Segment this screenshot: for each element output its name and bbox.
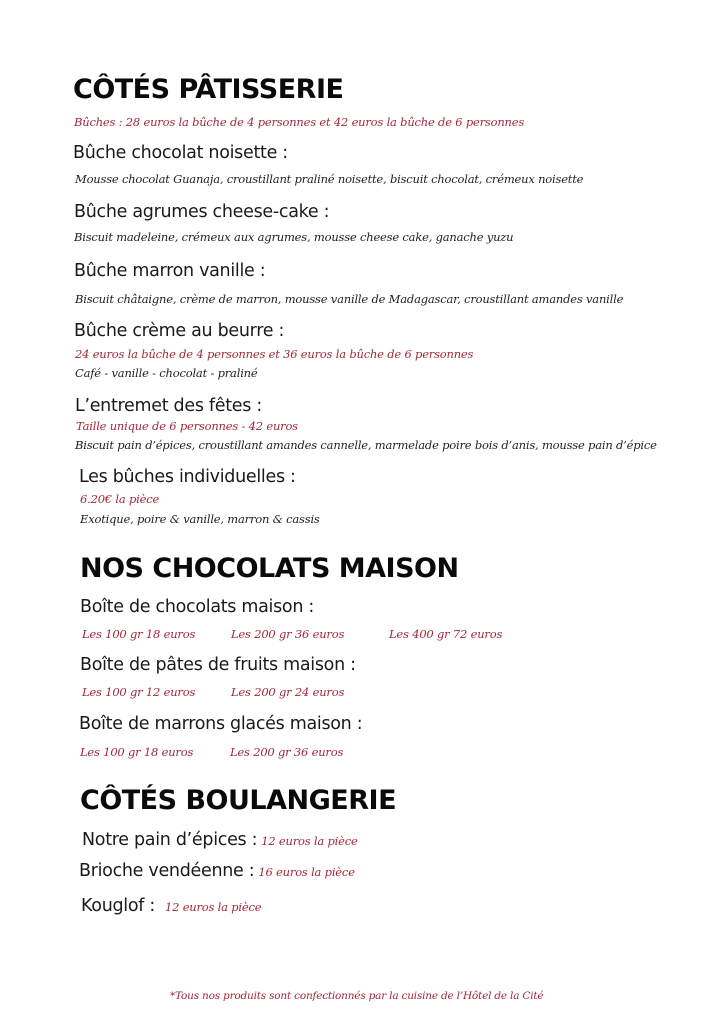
- item-price-kouglof: 12 euros la pièce: [165, 900, 262, 914]
- buches-price-note: Bûches : 28 euros la bûche de 4 personnes et 42 euros la bûche de 6 personnes: [74, 115, 525, 129]
- item-name-marrons-glaces: Boîte de marrons glacés maison :: [79, 714, 363, 734]
- item-name-buche-chocolat-noisette: Bûche chocolat noisette :: [73, 143, 288, 163]
- footer-note: *Tous nos produits sont confectionnés par la cuisine de l’Hôtel de la Cité: [170, 990, 544, 1002]
- item-name-buches-individuelles: Les bûches individuelles :: [79, 467, 296, 487]
- item-name-kouglof: Kouglof :: [81, 896, 155, 916]
- item-desc-buche-agrumes: Biscuit madeleine, crémeux aux agrumes, mousse cheese cake, ganache yuzu: [74, 230, 514, 244]
- item-desc-entremet-fetes: Biscuit pain d’épices, croustillant amandes cannelle, marmelade poire bois d’anis, mousse pain d’épice: [75, 438, 657, 452]
- section-title-boulangerie: CÔTÉS BOULANGERIE: [80, 785, 397, 816]
- price-boite-chocolats-100g: Les 100 gr 18 euros: [82, 627, 196, 641]
- item-row-brioche: [79, 861, 355, 881]
- item-price-pain-epices: 12 euros la pièce: [261, 834, 358, 848]
- item-name-buche-creme-beurre: Bûche crème au beurre :: [74, 321, 285, 341]
- item-desc-buches-individuelles: Exotique, poire & vanille, marron & cassis: [80, 512, 320, 526]
- section-title-patisserie: CÔTÉS PÂTISSERIE: [73, 74, 344, 105]
- item-name-brioche: Brioche vendéenne :: [79, 861, 255, 881]
- section-title-chocolats: NOS CHOCOLATS MAISON: [80, 553, 459, 584]
- item-name-pain-epices: Notre pain d’épices :: [82, 830, 258, 850]
- price-pates-de-fruits-200g: Les 200 gr 24 euros: [231, 685, 345, 699]
- item-name-buche-agrumes: Bûche agrumes cheese-cake :: [74, 202, 330, 222]
- item-name-entremet-fetes: L’entremet des fêtes :: [75, 396, 262, 416]
- item-name-pates-de-fruits: Boîte de pâtes de fruits maison :: [80, 655, 356, 675]
- price-marrons-glaces-100g: Les 100 gr 18 euros: [80, 745, 194, 759]
- item-row-kouglof: [81, 896, 261, 916]
- item-desc-buche-creme-beurre: Café - vanille - chocolat - praliné: [75, 366, 258, 380]
- item-price-buches-individuelles: 6.20€ la pièce: [80, 492, 160, 506]
- item-name-boite-chocolats: Boîte de chocolats maison :: [80, 597, 314, 617]
- item-price-brioche: 16 euros la pièce: [258, 865, 355, 879]
- price-boite-chocolats-400g: Les 400 gr 72 euros: [389, 627, 503, 641]
- item-row-pain-epices: [82, 830, 358, 850]
- item-name-buche-marron-vanille: Bûche marron vanille :: [74, 261, 266, 281]
- item-price-buche-creme-beurre: 24 euros la bûche de 4 personnes et 36 euros la bûche de 6 personnes: [75, 347, 474, 361]
- price-marrons-glaces-200g: Les 200 gr 36 euros: [230, 745, 344, 759]
- price-boite-chocolats-200g: Les 200 gr 36 euros: [231, 627, 345, 641]
- price-pates-de-fruits-100g: Les 100 gr 12 euros: [82, 685, 196, 699]
- item-price-entremet-fetes: Taille unique de 6 personnes - 42 euros: [76, 419, 298, 433]
- item-desc-buche-chocolat-noisette: Mousse chocolat Guanaja, croustillant praliné noisette, biscuit chocolat, crémeux noisette: [75, 172, 584, 186]
- item-desc-buche-marron-vanille: Biscuit châtaigne, crème de marron, mousse vanille de Madagascar, croustillant amandes vanille: [75, 292, 624, 306]
